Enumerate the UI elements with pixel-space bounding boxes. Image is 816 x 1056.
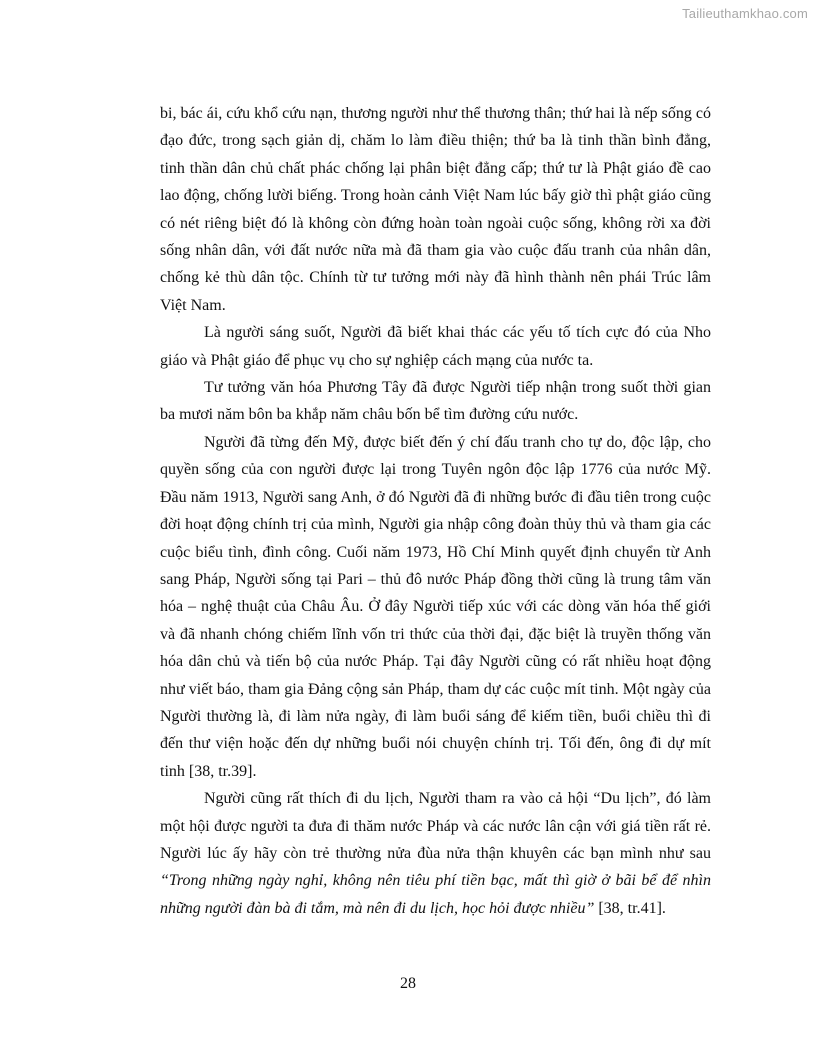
- page-number: 28: [400, 975, 416, 992]
- paragraph-2: Là người sáng suốt, Người đã biết khai thác các yếu tố tích cực đó của Nho giáo và Phật giáo để phục vụ cho sự nghiệp cách mạng của nước ta.: [160, 324, 711, 369]
- paragraph-5-lead: Người cũng rất thích đi du lịch, Người tham ra vào cả hội “Du lịch”, đó làm một hội được người ta đưa đi thăm nước Pháp và các nước lân cận với giá tiền rất rẻ. Người lúc ấy hãy còn trẻ thường nửa đùa nửa thận khuyên các bạn mình như sau: [160, 790, 711, 862]
- page-body: [160, 100, 711, 922]
- paragraph-5-quote: “Trong những ngày nghỉ, không nên tiêu phí tiền bạc, mất thì giờ ở bãi bể để nhìn những người đàn bà đi tắm, mà nên đi du lịch, học hỏi được nhiều”: [160, 872, 711, 917]
- paragraph-5: [160, 785, 711, 922]
- paragraph-1: bi, bác ái, cứu khổ cứu nạn, thương người như thể thương thân; thứ hai là nếp sống có đạo đức, trong sạch giản dị, chăm lo làm điều thiện; thứ ba là tinh thần bình đẳng, tinh thần dân chủ chất phác chống lại phân biệt đẳng cấp; thứ tư là Phật giáo đề cao lao động, chống lười biếng. Trong hoàn cảnh Việt Nam lúc bấy giờ thì phật giáo cũng có nét riêng biệt đó là không còn đứng hoàn toàn ngoài cuộc sống, không rời xa đời sống nhân dân, với đất nước nữa mà đã tham gia vào cuộc đấu tranh của nhân dân, chống kẻ thù dân tộc. Chính từ tư tưởng mới này đã hình thành nên phái Trúc lâm Việt Nam.: [160, 105, 711, 314]
- paragraph-5-citation: [38, tr.41].: [594, 899, 666, 917]
- watermark-text: Tailieuthamkhao.com: [682, 6, 808, 21]
- paragraph-4: Người đã từng đến Mỹ, được biết đến ý chí đấu tranh cho tự do, độc lập, cho quyền sống của con người được lại trong Tuyên ngôn độc lập 1776 của nước Mỹ. Đầu năm 1913, Người sang Anh, ở đó Người đã đi những bước đi đầu tiên trong cuộc đời hoạt động chính trị của mình, Người gia nhập công đoàn thủy thủ và tham gia các cuộc biểu tình, đình công. Cuối năm 1973, Hồ Chí Minh quyết định chuyển từ Anh sang Pháp, Người sống tại Pari – thủ đô nước Pháp đồng thời cũng là trung tâm văn hóa – nghệ thuật của Châu Âu. Ở đây Người tiếp xúc với các dòng văn hóa thế giới và đã nhanh chóng chiếm lĩnh vốn tri thức của thời đại, đặc biệt là truyền thống văn hóa dân chủ và tiến bộ của nước Pháp. Tại đây Người cũng có rất nhiều hoạt động như viết báo, tham gia Đảng cộng sản Pháp, tham dự các cuộc mít tinh. Một ngày của Người thường là, đi làm nửa ngày, đi làm buổi sáng để kiếm tiền, buổi chiều thì đi đến thư viện hoặc đến dự những buổi nói chuyện chính trị. Tối đến, ông đi dự mít tinh [38, tr.39].: [160, 433, 711, 780]
- paragraph-3: Tư tưởng văn hóa Phương Tây đã được Người tiếp nhận trong suốt thời gian ba mươi năm bôn ba khắp năm châu bốn bể tìm đường cứu nước.: [160, 379, 711, 424]
